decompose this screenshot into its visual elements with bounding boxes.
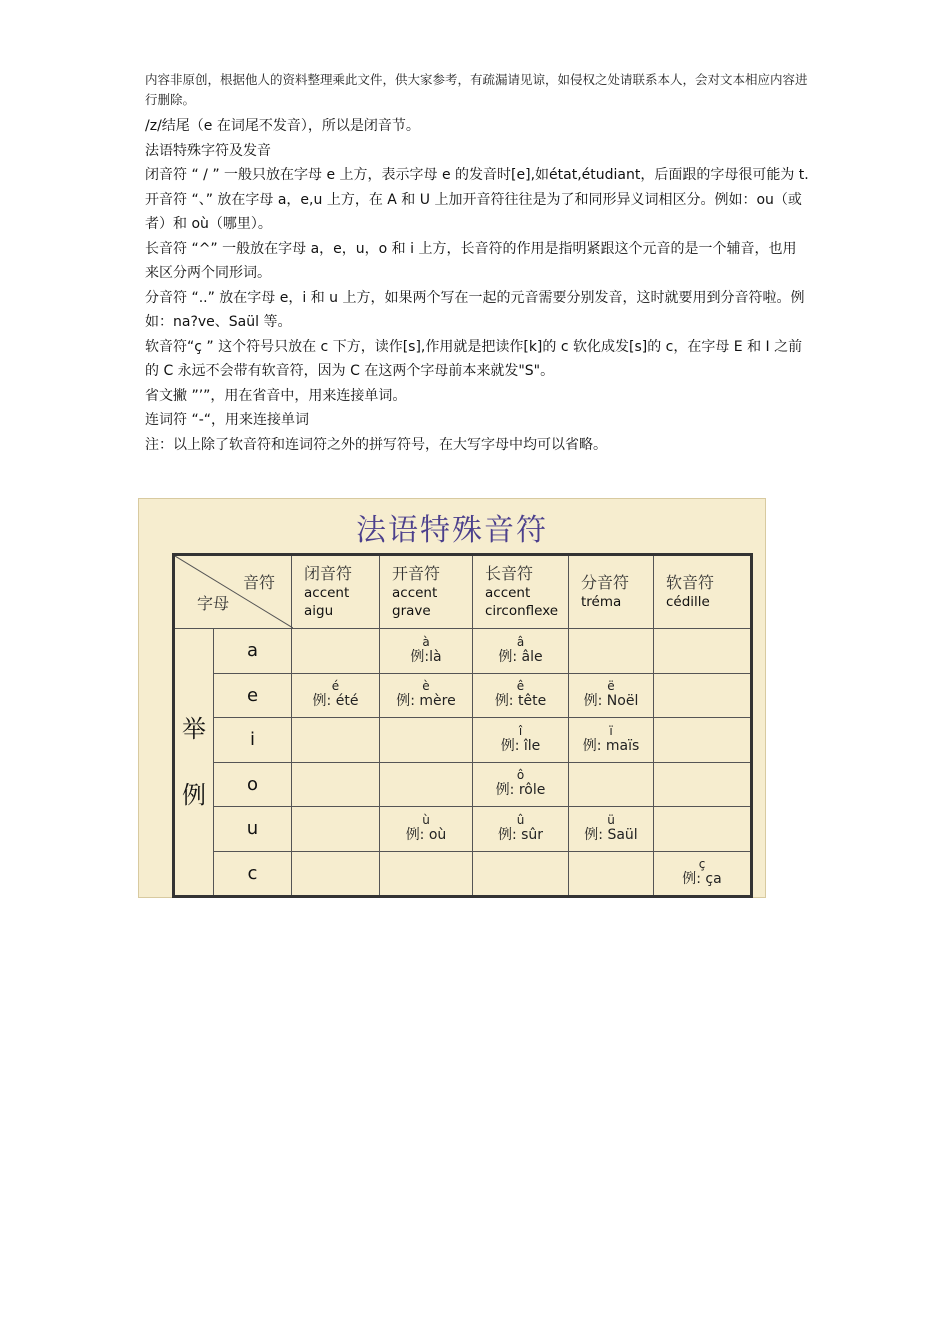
row-letter: c [214,851,292,897]
accented-char: ë [607,679,615,694]
table-row [174,673,752,718]
corner-cell [174,555,292,629]
side-label [174,629,214,897]
example-cell [569,762,654,807]
column-header: 软音符 cédille [654,555,752,629]
example-word: 例: ça [682,871,722,888]
accent-table [172,553,753,898]
example-cell [380,673,473,718]
text-line: 长音符 “^” 一般放在字母 a，e，u，o 和 i 上方，长音符的作用是指明紧跟这个元音的是一个辅音，也用来区分两个同形词。 [145,240,797,281]
example-cell [292,673,380,718]
example-cell [654,718,752,763]
text-line: 连词符 “-“，用来连接单词 [145,412,310,428]
column-header: 长音符 accent circonflexe [473,555,569,629]
accented-char: ü [607,812,615,827]
note-line: 注：以上除了软音符和连词符之外的拼写符号，在大写字母中均可以省略。 [145,436,607,453]
accented-char: â [516,634,525,649]
text-line: 省文撇 ”’”，用在省音中，用来连接单词。 [145,387,407,404]
diagonal-line [175,556,293,628]
accented-char: î [518,723,523,738]
accented-char: ô [516,768,525,783]
table-body [174,629,752,897]
row-letter: o [214,762,292,807]
example-cell [654,851,752,897]
row-letter: e [214,673,292,718]
example-cell [569,807,654,852]
side-label-char: 举 [182,715,206,743]
text-line: 软音符“ç ” 这个符号只放在 c 下方，读作[s],作用就是把读作[k]的 c 软化成发[s]的 c，在字母 E 和 I 之前的 C 永远不会带有软音符，因为 C 在这两个字母前本来就发"S"。 [145,338,803,379]
example-cell [569,673,654,718]
table-row [174,629,752,674]
example-word: 例: maïs [582,737,640,754]
text-line: 分音符 “..” 放在字母 e，i 和 u 上方，如果两个写在一起的元音需要分别发音，这时就要用到分音符啦。例如：na?ve、Saül 等。 [145,289,805,330]
accented-char: à [422,634,430,649]
example-cell [473,807,569,852]
example-cell [380,762,473,807]
example-word: 例: âle [498,648,543,665]
example-word: 例: mère [396,693,456,710]
accented-char: ê [516,679,525,694]
example-cell [380,629,473,674]
example-cell [380,718,473,763]
example-word: 例: sûr [497,826,544,843]
table-row [174,762,752,807]
accented-char: ç [698,857,706,872]
row-letter: u [214,807,292,852]
example-cell [292,807,380,852]
example-cell [654,807,752,852]
corner-top-label: 音符 [242,573,275,592]
example-cell [292,629,380,674]
example-word: 例: où [405,826,447,843]
column-header: 闭音符 accent aigu [292,555,380,629]
example-word: 例: Saül [584,826,638,843]
example-cell [473,851,569,897]
section-heading: 法语特殊字符及发音 [145,142,271,159]
column-header: 分音符 tréma [569,555,654,629]
example-cell [473,629,569,674]
example-cell [292,851,380,897]
example-word: 例:là [410,648,442,665]
figure-title: 法语特殊音符 [356,513,548,548]
example-cell [292,718,380,763]
example-cell [654,762,752,807]
table-row [174,807,752,852]
column-header: 开音符 accent grave [380,555,473,629]
example-cell [380,807,473,852]
text-line: 开音符 “、” 放在字母 a，e,u 上方，在 A 和 U 上加开音符往往是为了和同形异义词相区分。例如：ou（或者）和 où（哪里）。 [145,191,802,232]
table-row [174,851,752,897]
accented-char: ï [609,723,613,738]
document-body [145,70,810,457]
example-cell [473,673,569,718]
example-cell [473,718,569,763]
row-letter: a [214,629,292,674]
row-letter: i [214,718,292,763]
example-word: 例: île [500,737,541,754]
example-word: 例: été [312,693,359,710]
example-cell [380,851,473,897]
example-word: 例: Noël [583,693,639,710]
example-cell [569,629,654,674]
text-line: /z/结尾（e 在词尾不发音），所以是闭音节。 [145,118,420,134]
accent-table-figure [138,498,766,898]
example-cell [473,762,569,807]
table-header-row [174,555,752,629]
accented-char: û [516,812,525,827]
accented-char: è [422,679,430,694]
example-cell [292,762,380,807]
side-label-char: 例 [182,781,206,809]
accented-char: é [331,679,340,694]
example-word: 例: tête [494,693,547,710]
text-line: 闭音符 “ / ” 一般只放在字母 e 上方，表示字母 e 的发音时[e],如état,étudiant，后面跟的字母很可能为 t. [145,167,809,183]
corner-bottom-label: 字母 [197,594,230,613]
example-cell [569,851,654,897]
accented-char: ù [422,812,430,827]
table-row [174,718,752,763]
example-word: 例: rôle [495,782,546,799]
example-cell [654,629,752,674]
example-cell [569,718,654,763]
example-cell [654,673,752,718]
disclaimer-text: 内容非原创，根据他人的资料整理乘此文件，供大家参考，有疏漏请见谅，如侵权之处请联系本人，会对文本相应内容进行删除。 [145,72,808,107]
